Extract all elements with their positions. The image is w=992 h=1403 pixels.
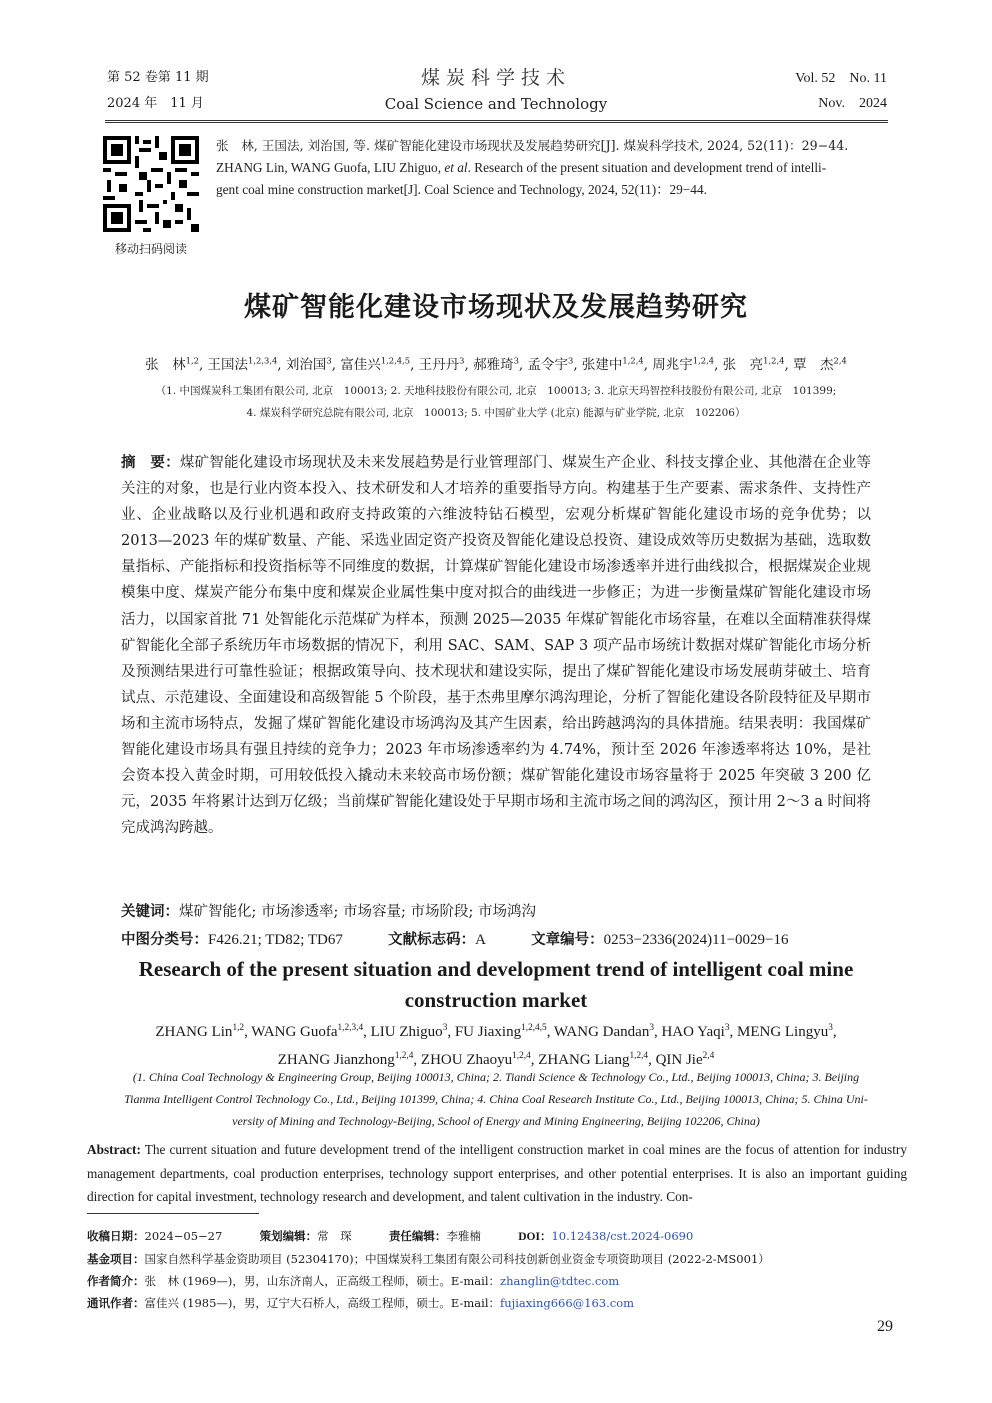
- classification-line: [121, 928, 788, 949]
- author-name: LIU Zhiguo: [370, 1024, 443, 1040]
- author-affiliation-mark: 1,2,4: [622, 355, 644, 366]
- author-affiliation-mark: 2,4: [833, 355, 847, 366]
- authors-cn: 张 林$^{1,2}$, 王国法$^{1,2,3,4}$, 刘治国$^3$, 富佳兴$^{1,2,4,5}$, 王丹丹$^3$, 郝雅琦$^3$, 孟令宇$^3$, 张建中$^{1,2,4}$, 周兆宇$^{1,2,4}$, 张 亮$^{1,2,4}$, 覃 杰$^{2,4}$: [145, 355, 847, 373]
- affiliation-cn-line: （1. 中国煤炭科工集团有限公司, 北京 100013; 2. 天地科技股份有限公司, 北京 100013; 3. 北京天玛智控科技股份有限公司, 北京 101399;: [155, 385, 837, 397]
- author-name: 周兆宇: [652, 357, 693, 373]
- author-name: 王国法: [207, 357, 249, 373]
- date-cn: 2024 年 11 月: [107, 96, 204, 111]
- authors-en-line2: ZHANG Jianzhong$^{1,2,4}$, ZHOU Zhaoyu$^{1,2,4}$, ZHANG Liang$^{1,2,4}$, QIN Jie$^{2,4}$: [277, 1051, 715, 1068]
- author-affiliation-mark: 3: [459, 355, 465, 366]
- author-name: ZHANG Jianzhong: [277, 1052, 395, 1068]
- abstract-cn-label: 摘 要：: [121, 455, 180, 471]
- title-cn: 煤矿智能化建设市场现状及发展趋势研究: [244, 292, 748, 323]
- volume-en: Vol. 52 No. 11: [795, 71, 887, 86]
- author-name: 张建中: [581, 357, 623, 373]
- author-name: ZHANG Lin: [155, 1024, 233, 1040]
- author-affiliation-mark: 1,2,3,4: [337, 1023, 364, 1033]
- author-affiliation-mark: 1,2,4: [512, 1051, 531, 1061]
- corresponding-author-line: 通讯作者：富佳兴 (1985—)，男，辽宁大石桥人，高级工程师，硕士。E-mail：fujiaxing666@163.com: [87, 1296, 635, 1310]
- author-affiliation-mark: 3: [326, 355, 332, 366]
- author-name: 孟令宇: [527, 357, 568, 373]
- author-affiliation-mark: 1,2,3,4: [248, 355, 278, 366]
- author-name: FU Jiaxing: [454, 1024, 522, 1040]
- page-number: 29: [877, 1318, 893, 1335]
- article-no-label: 文章编号：: [531, 932, 604, 948]
- author-affiliation-mark: 1,2,4: [763, 355, 785, 366]
- abstract-en-label: Abstract:: [87, 1142, 141, 1157]
- footnote-divider: [87, 1213, 259, 1214]
- author-name: WANG Dandan: [553, 1024, 650, 1040]
- author-affiliation-mark: 1,2,4: [692, 355, 715, 366]
- citation-block: [216, 135, 888, 201]
- author-name: 张 亮: [722, 357, 764, 373]
- citation-en-line2: gent coal mine construction market[J]. Coal Science and Technology, 2024, 52(11)：29−44.: [216, 182, 707, 197]
- author-affiliation-mark: 3: [513, 355, 519, 366]
- author-name: ZHOU Zhaoyu: [420, 1052, 513, 1068]
- fund-line: 基金项目：国家自然科学基金资助项目 (52304170)；中国煤炭科工集团有限公司科技创新创业资金专项资助项目 (2022-2-MS001）: [87, 1252, 770, 1266]
- author-affiliation-mark: 1,2,4,5: [521, 1023, 547, 1033]
- authors-en: [60, 1016, 932, 1072]
- author-name: 覃 杰: [793, 357, 834, 373]
- author-affiliation-mark: 1,2,4: [629, 1051, 649, 1061]
- author-affiliation-mark: 3: [442, 1023, 448, 1033]
- abstract-cn-text: 煤矿智能化建设市场现状及未来发展趋势是行业管理部门、煤炭生产企业、科技支撑企业、其他潜在企业等关注的对象，也是行业内资本投入、技术研发和人才培养的重要指导方向。构建基于生产要素、需求条件、支持性产业、企业战略以及行业机遇和政府支持政策的六维波特钻石模型，宏观分析煤矿智能化建设市场的竞争优势；以 2013—2023 年的煤矿数量、产能、采选业固定资产投资及智能化建设总投资、建设成效等历史数据为基础，选取数量指标、产能指标和投资指标等不同维度的数据，计算煤矿智能化建设市场渗透率并进行曲线拟合，根据煤炭企业规模集中度、煤炭产能分布集中度和煤炭企业属性集中度对拟合的曲线进一步修正；为进一步衡量煤矿智能化建设市场活力，以国家首批 71 处智能化示范煤矿为样本，预测 2025—2035 年煤矿智能化市场容量，在难以全面精准获得煤矿智能化全部子系统历年市场数据的情况下，利用 SAC、SAM、SAP 3 项产品市场统计数据对煤矿智能化市场分析及预测结果进行可靠性验证；根据政策导向、技术现状和建设实际，提出了煤矿智能化建设市场发展萌芽破土、培育试点、示范建设、全面建设和高级智能 5 个阶段，基于杰弗里摩尔鸿沟理论，分析了智能化建设各阶段特征及早期市场和主流市场特点，发掘了煤矿智能化建设市场鸿沟及其产生因素，给出跨越鸿沟的具体措施。结果表明：我国煤矿智能化建设市场具有强且持续的竞争力；2023 年市场渗透率约为 4.74%，预计至 2026 年渗透率将达 10%，是社会资本投入黄金时期，可用较低投入撬动未来较高市场份额；煤矿智能化建设市场容量将于 2025 年突破 3 200 亿元，2035 年将累计达到万亿级；当前煤矿智能化建设处于早期市场和主流市场之间的鸿沟区，预计用 2～3 a 时间将完成鸿沟跨越。: [121, 455, 871, 837]
- affiliation-en-line: Tianma Intelligent Control Technology Co., Ltd., Beijing 101399, China; 4. China Coal Research Institute Co., Ltd., Beijing 100013, China; 5. China Uni-: [124, 1092, 868, 1106]
- qr-code-icon[interactable]: [103, 136, 199, 232]
- author-affiliation-mark: 2,4: [702, 1051, 715, 1061]
- doc-code-value: A: [475, 932, 486, 948]
- author-name: 富佳兴: [340, 357, 381, 373]
- authors-en-line1: ZHANG Lin$^{1,2}$, WANG Guofa$^{1,2,3,4}$, LIU Zhiguo$^3$, FU Jiaxing$^{1,2,4,5}$, WANG Dandan$^3$, HAO Yaqi$^3$, MENG Lingyu$^3$,: [155, 1023, 837, 1040]
- author-name: QIN Jie: [655, 1052, 703, 1068]
- date-en: Nov. 2024: [818, 96, 887, 111]
- author-name: ZHANG Liang: [538, 1052, 630, 1068]
- author-affiliation-mark: 1,2,4,5: [380, 355, 411, 366]
- author-affiliation-mark: 1,2,4: [394, 1051, 414, 1061]
- affiliations-en: [95, 1066, 897, 1132]
- author-affiliation-mark: 3: [568, 355, 574, 366]
- author-affiliation-mark: 3: [724, 1023, 730, 1033]
- author-name: WANG Guofa: [251, 1024, 338, 1040]
- issue-cn: 第 52 卷第 11 期: [107, 70, 209, 85]
- author-affiliation-mark: 3: [649, 1023, 654, 1033]
- author-name: 王丹丹: [418, 357, 460, 373]
- author-name: 郝雅琦: [473, 357, 514, 373]
- abstract-en-text: The current situation and future development trend of the intelligent construction market in coal mines are the focus of attention for industry management departments, coal production enterprises, technology support enterprises, and other potential enterprises. It is also an important guiding direction for capital investment, technology research and development, and talent cultivation in the industry. Con-: [87, 1142, 907, 1204]
- title-en: Research of the present situation and development trend of intelligent coal mine construction market: [138, 957, 854, 1012]
- qr-caption: 移动扫码阅读: [114, 242, 187, 256]
- author-name: 张 林: [145, 357, 186, 373]
- affiliation-en-line: (1. China Coal Technology & Engineering Group, Beijing 100013, China; 2. Tiandi Science & Technology Co., Ltd., Beijing 100013, China; 3. Beijing: [132, 1070, 860, 1084]
- citation-en-line1: ZHANG Lin, WANG Guofa, LIU Zhiguo, et al. Research of the present situation and development trend of intelli-: [216, 160, 827, 175]
- citation-cn: 张 林, 王国法, 刘治国, 等. 煤矿智能化建设市场现状及发展趋势研究[J]. 煤炭科学技术, 2024, 52(11)：29−44.: [216, 138, 849, 153]
- affiliation-en-line: versity of Mining and Technology-Beijing, School of Energy and Mining Engineering, Beijing 102206, China): [232, 1114, 760, 1128]
- clc-label: 中图分类号：: [121, 932, 208, 948]
- doi-link[interactable]: 10.12438/cst.2024-0690: [551, 1229, 694, 1243]
- author-name: 刘治国: [285, 357, 327, 373]
- affiliation-cn-line: 4. 煤炭科学研究总院有限公司, 北京 100013; 5. 中国矿业大学 (北京) 能源与矿业学院, 北京 102206）: [246, 407, 746, 419]
- clc-value: F426.21; TD82; TD67: [208, 932, 343, 948]
- received-line: 收稿日期：2024−05−27 策划编辑：常 琛 责任编辑：李雅楠 DOI：10.12438/cst.2024-0690: [87, 1229, 694, 1243]
- author-affiliation-mark: 1,2: [232, 1023, 245, 1033]
- header-rule: [105, 120, 888, 123]
- corresponding-email-link[interactable]: fujiaxing666@163.com: [500, 1296, 635, 1310]
- author-name: MENG Lingyu: [736, 1024, 829, 1040]
- abstract-cn: [121, 450, 871, 841]
- keywords-cn: 关键词：煤矿智能化; 市场渗透率; 市场容量; 市场阶段; 市场鸿沟: [121, 904, 536, 920]
- author-affiliation-mark: 1,2: [185, 355, 199, 366]
- author-name: HAO Yaqi: [661, 1024, 725, 1040]
- journal-title-cn: 煤炭科学技术: [420, 67, 571, 89]
- footnotes: [87, 1225, 907, 1314]
- doc-code-label: 文献标志码：: [388, 932, 476, 948]
- author-email-link[interactable]: zhanglin@tdtec.com: [500, 1274, 620, 1288]
- affiliations-cn: [95, 380, 897, 424]
- article-no-value: 0253−2336(2024)11−0029−16: [603, 932, 789, 948]
- journal-title-en: Coal Science and Technology: [384, 95, 608, 113]
- author-affiliation-mark: 3: [828, 1023, 833, 1033]
- abstract-en: [87, 1138, 907, 1209]
- author-bio-line: 作者简介：张 林 (1969—)，男，山东济南人，正高级工程师，硕士。E-mail：zhanglin@tdtec.com: [87, 1274, 620, 1288]
